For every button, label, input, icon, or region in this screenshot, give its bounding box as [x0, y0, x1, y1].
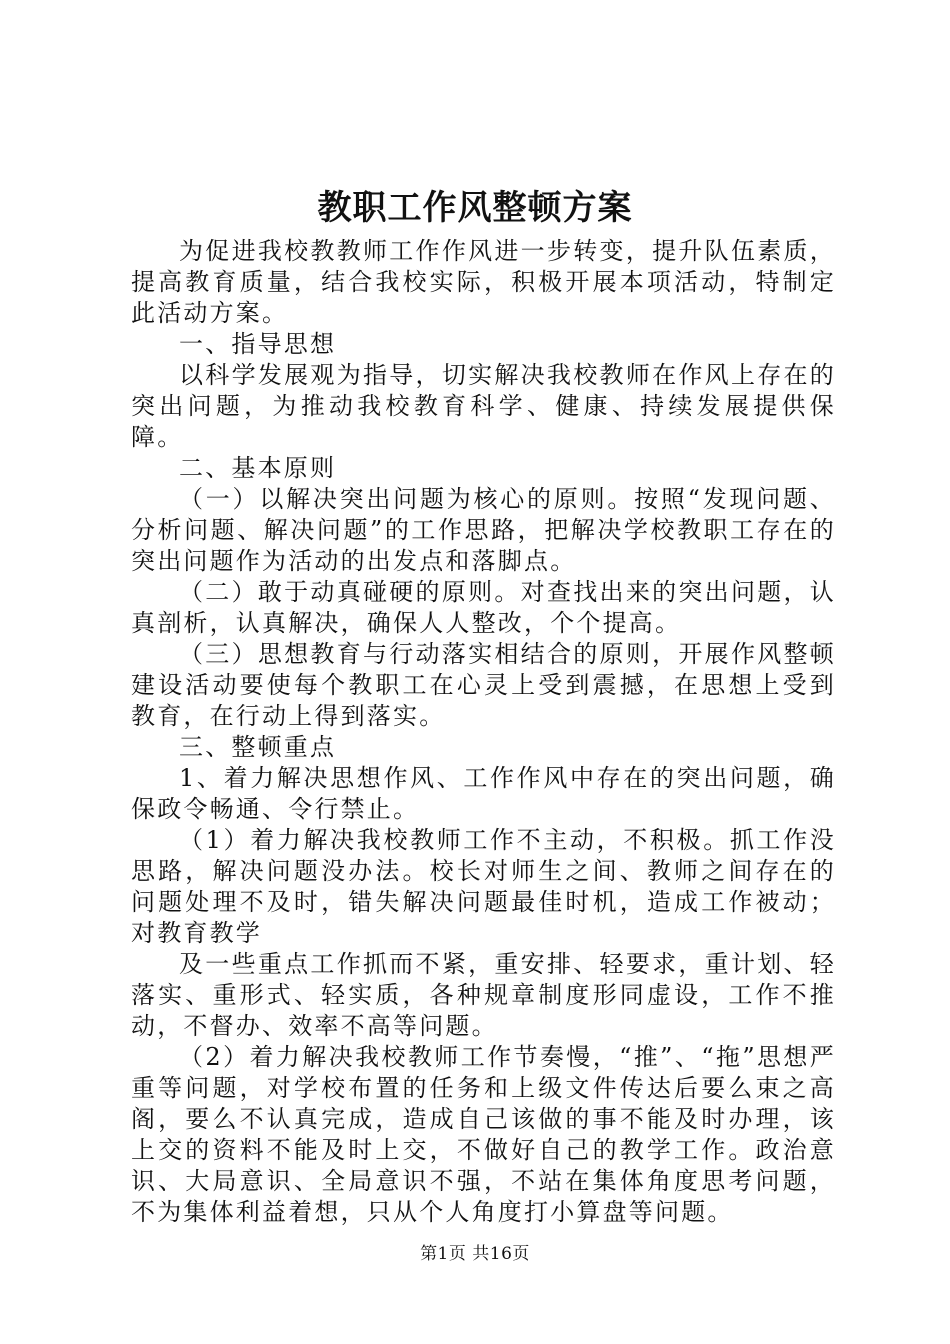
- heading-rectification-focus: 三、整顿重点: [179, 733, 337, 761]
- paragraph-principle-3: （三）思想教育与行动落实相结合的原则，开展作风整顿建设活动要使每个教职工在心灵上受到震撼，在思想上受到教育，在行动上得到落实。: [131, 640, 836, 730]
- paragraph-guiding-ideology: 以科学发展观为指导，切实解决我校教师在作风上存在的突出问题，为推动我校教育科学、健康、持续发展提供保障。: [131, 361, 836, 451]
- page-number-footer: 第1页 共16页: [420, 1244, 530, 1264]
- paragraph-focus-1-item-1-cont: 及一些重点工作抓而不紧，重安排、轻要求，重计划、轻落实、重形式、轻实质，各种规章制度形同虚设，工作不推动，不督办、效率不高等问题。: [131, 950, 836, 1040]
- paragraph-principle-2: （二）敢于动真碰硬的原则。对查找出来的突出问题，认真剖析，认真解决，确保人人整改，个个提高。: [131, 578, 836, 637]
- heading-basic-principles: 二、基本原则: [179, 454, 337, 482]
- paragraph-intro: 为促进我校教教师工作作风进一步转变，提升队伍素质，提高教育质量，结合我校实际，积极开展本项活动，特制定此活动方案。: [131, 237, 836, 327]
- paragraph-focus-1-item-2: （2）着力解决我校教师工作节奏慢，“推”、“拖”思想严重等问题，对学校布置的任务和上级文件传达后要么束之高阁，要么不认真完成，造成自己该做的事不能及时办理，该上交的资料不能及时上交，不做好自己的教学工作。政治意识、大局意识、全局意识不强，不站在集体角度思考问题，不为集体利益着想，只从个人角度打小算盘等问题。: [131, 1043, 836, 1226]
- document-title: 教职工作风整顿方案: [317, 188, 633, 228]
- paragraph-focus-1-item-1: （1）着力解决我校教师工作不主动，不积极。抓工作没思路，解决问题没办法。校长对师生之间、教师之间存在的问题处理不及时，错失解决问题最佳时机，造成工作被动；对教育教学: [131, 826, 836, 947]
- heading-guiding-ideology: 一、指导思想: [179, 330, 337, 358]
- document-body: [131, 236, 836, 1228]
- paragraph-focus-1: 1、着力解决思想作风、工作作风中存在的突出问题，确保政令畅通、令行禁止。: [131, 764, 836, 823]
- paragraph-principle-1: （一）以解决突出问题为核心的原则。按照“发现问题、分析问题、解决问题”的工作思路，把解决学校教职工存在的突出问题作为活动的出发点和落脚点。: [131, 485, 836, 575]
